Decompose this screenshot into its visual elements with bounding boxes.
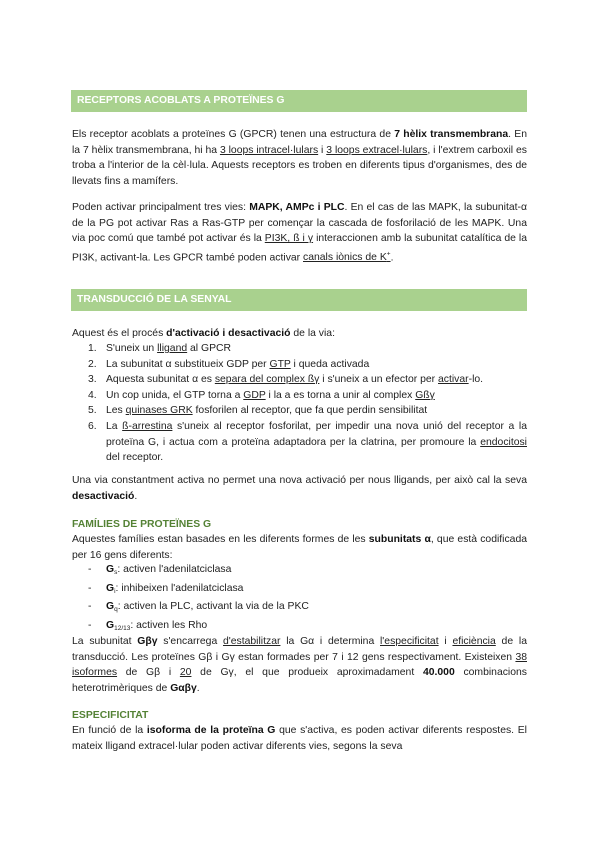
list-item: 3. Aquesta subunitat α es separa del complex ßγ i s'uneix a un efector per activar-lo.: [88, 374, 484, 386]
paragraph-specificity: En funció de la isoforma de la proteïna G que s'activa, es poden activar diferents respostes. El mateix lligand extracel·lular poden activar diferents vies, segons la seva: [72, 725, 527, 752]
section-header-gpcr: [71, 90, 527, 112]
list-item: - $G_s$: activen l'adenilatciclasa: [88, 564, 232, 576]
paragraph-desactivation: Una via constantment activa no permet una nova activació per nous lligands, per això cal la seva desactivació.: [72, 475, 527, 502]
subheading-specificity: ESPECIFICITAT: [72, 710, 149, 721]
section-title: TRANSDUCCIÓ DE LA SENYAL: [77, 294, 232, 305]
list-item: - $G_q$: activen la PLC, activant la via de la PKC: [88, 601, 309, 614]
list-item: 1. S'uneix un lligand al GPCR: [88, 343, 232, 354]
section-header-transduction: [71, 289, 527, 311]
list-item: 4. Un cop unida, el GTP torna a GDP i la a es torna a unir al complex Gßγ: [88, 389, 435, 401]
list-item: 6. La ß-arrestina s'uneix al receptor fosforilat, per impedir una nova unió del receptor a la proteïna G, i actua com a proteïna adaptadora per la clatrina, per promoure la endocitosi del receptor.: [88, 420, 527, 464]
paragraph-gbetagamma: La subunitat Gβγ s'encarrega d'estabilitzar la Gα i determina l'especificitat i eficiència de la transducció. Les proteïnes Gβ i Gγ estan formades per 7 i 12 gens respectivament. Existeixen 38 isoformes de Gβ i 20 de Gγ, el que produeix aproximadament 40.000 combinacions heterotrimèriques de Gαβγ.: [72, 636, 527, 694]
paragraph-gpcr-structure: Els receptor acoblats a proteïnes G (GPCR) tenen una estructura de 7 hèlix transmembrana. En la 7 hèlix transmembrana, hi ha 3 loops intracel·lulars i 3 loops extracel·lulars, i l'extrem carboxil es troba a l'interior de la cèl·lula. Aquests receptors es troben en diferents tipus d'organismes, des de llevats fins a mamífers.: [72, 129, 527, 187]
paragraph-transduction-intro: Aquest és el procés d'activació i desactivació de la via:: [72, 328, 335, 339]
transduction-steps-list: [72, 341, 527, 466]
families-list: [72, 562, 527, 636]
paragraph-families-intro: Aquestes famílies estan basades en les diferents formes de les subunitats α, que està codificada per 16 gens diferents:: [72, 534, 528, 561]
subheading-families: FAMÍLIES DE PROTEÏNES G: [72, 519, 212, 530]
list-item: - $G_i$: inhibeixen l'adenilatciclasa: [88, 582, 244, 595]
paragraph-gpcr-pathways: Poden activar principalment tres vies: MAPK, AMPc i PLC. En el cas de las MAPK, la subunitat-α de la PG pot activar Ras a Ras-GTP per començar la cascada de fosforilació de les MAPK. Una via poc comú que també pot activar és la PI3K, ß i γ interaccionen amb la subunitat catalítica de la PI3K, activant-la. Les GPCR també poden activar canals iònics de K+.: [72, 202, 527, 264]
list-item: 2. La subunitat α substitueix GDP per GTP i queda activada: [88, 358, 370, 370]
list-item: 5. Les quinases GRK fosforilen al receptor, que fa que perdin sensibilitat: [88, 405, 428, 417]
list-item: - $G_{12/13}$: activen les Rho: [88, 619, 208, 632]
section-title: RECEPTORS ACOBLATS A PROTEÏNES G: [77, 95, 285, 106]
